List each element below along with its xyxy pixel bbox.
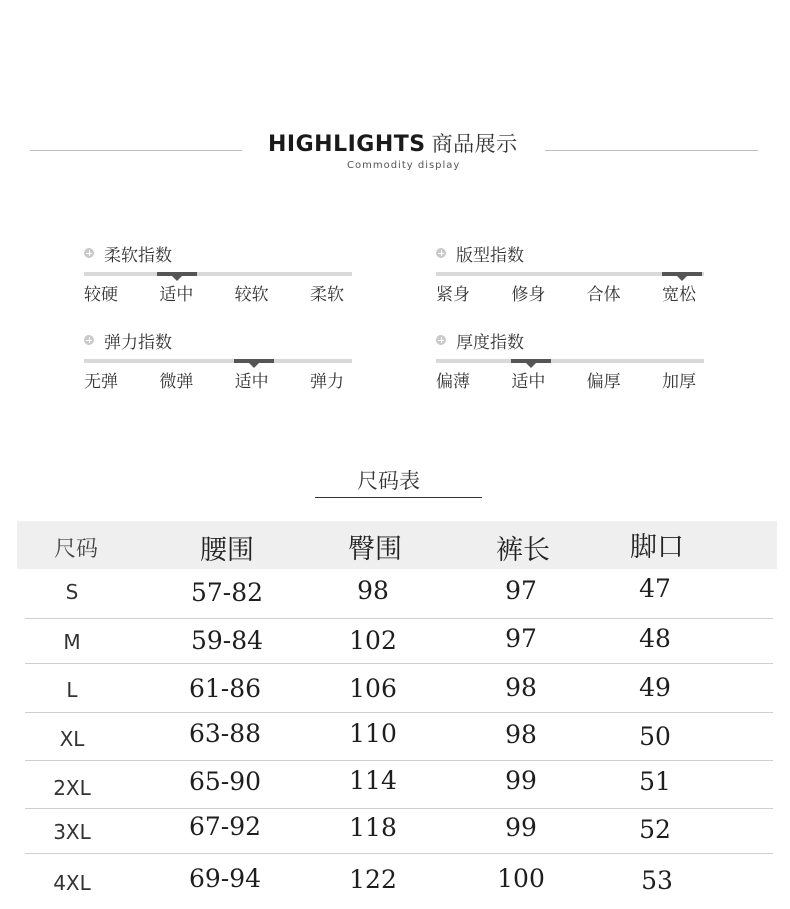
attr-option: 适中 <box>511 372 546 392</box>
table-cell-size: XL <box>59 727 85 751</box>
selected-marker <box>662 272 702 276</box>
table-cell-length: 98 <box>505 720 537 749</box>
attr-option: 柔软 <box>309 285 344 305</box>
attr-option: 修身 <box>511 285 546 305</box>
attr-scale-bar <box>84 359 352 363</box>
attr-option: 偏薄 <box>436 372 470 392</box>
table-cell-length: 99 <box>505 813 537 842</box>
attr-option: 无弹 <box>84 372 118 392</box>
table-header-hip: 臀围 <box>348 534 402 565</box>
table-cell-waist: 63-88 <box>188 719 262 748</box>
page-title <box>268 128 518 158</box>
table-cell-size: M <box>63 630 81 654</box>
table-row-divider <box>25 618 773 619</box>
size-table-title: 尺码表 <box>357 469 420 493</box>
plus-circle-icon <box>436 335 446 345</box>
table-row-divider <box>25 760 773 761</box>
plus-circle-icon <box>84 335 94 345</box>
header-left-line <box>30 150 242 151</box>
attr-scale-bar <box>436 359 704 363</box>
table-cell-length: 97 <box>505 576 537 605</box>
size-table-title-underline <box>315 497 482 498</box>
attr-option: 合体 <box>586 285 621 305</box>
table-cell-length: 97 <box>505 624 537 653</box>
attr-softness <box>84 242 352 305</box>
table-cell-hip: 102 <box>349 626 397 655</box>
table-cell-length: 100 <box>497 864 545 893</box>
table-cell-hem: 52 <box>639 815 671 844</box>
attr-option: 较硬 <box>84 285 118 305</box>
plus-circle-icon <box>436 248 446 258</box>
attr-option: 宽松 <box>661 285 696 305</box>
table-cell-size: 4XL <box>53 871 91 895</box>
attr-elasticity <box>84 329 352 392</box>
table-cell-waist: 57-82 <box>190 578 264 607</box>
title-en: HIGHLIGHTS <box>268 132 426 157</box>
table-cell-hip: 110 <box>349 719 397 748</box>
attr-option: 适中 <box>159 285 194 305</box>
table-cell-hem: 49 <box>639 673 671 702</box>
header-right-line <box>545 150 758 151</box>
attr-fit <box>436 242 704 305</box>
table-header-waist: 腰围 <box>200 535 254 566</box>
attr-title: 柔软指数 <box>104 245 172 266</box>
attr-thickness <box>436 329 704 392</box>
attr-title: 弹力指数 <box>104 332 172 353</box>
attr-option: 微弹 <box>159 372 194 392</box>
table-cell-length: 99 <box>505 766 537 795</box>
table-cell-hem: 50 <box>639 722 671 751</box>
table-header-size: 尺码 <box>53 537 99 562</box>
page-subtitle: Commodity display <box>347 160 461 171</box>
table-cell-waist: 59-84 <box>190 626 264 655</box>
table-cell-waist: 69-94 <box>188 864 262 893</box>
table-cell-hip: 122 <box>349 865 397 894</box>
attr-option: 适中 <box>234 372 269 392</box>
attr-option: 加厚 <box>661 372 696 392</box>
table-cell-hip: 114 <box>349 766 397 795</box>
table-cell-hip: 106 <box>349 674 397 703</box>
table-cell-waist: 65-90 <box>188 767 262 796</box>
table-cell-size: S <box>65 580 79 604</box>
attr-option: 较软 <box>234 285 269 305</box>
attr-option: 偏厚 <box>586 372 621 392</box>
table-cell-hem: 53 <box>641 866 673 895</box>
table-cell-hip: 98 <box>357 576 389 605</box>
table-row-divider <box>25 853 773 854</box>
attr-scale-bar <box>84 272 352 276</box>
table-row-divider <box>25 712 773 713</box>
plus-circle-icon <box>84 248 94 258</box>
table-row-divider <box>25 663 773 664</box>
attr-scale-bar <box>436 272 704 276</box>
table-cell-size: L <box>66 678 78 702</box>
table-cell-hem: 51 <box>639 767 671 796</box>
table-row-divider <box>25 808 773 809</box>
attr-option: 紧身 <box>436 285 470 305</box>
attr-title: 版型指数 <box>456 245 524 266</box>
selected-marker <box>157 272 197 276</box>
table-cell-size: 2XL <box>53 776 91 800</box>
title-cn: 商品展示 <box>431 132 518 156</box>
table-cell-waist: 67-92 <box>188 812 262 841</box>
attr-option: 弹力 <box>309 372 344 392</box>
table-cell-size: 3XL <box>53 820 91 844</box>
selected-marker <box>511 359 551 363</box>
table-header-hem: 脚口 <box>630 532 684 563</box>
table-cell-hem: 48 <box>639 624 671 653</box>
table-cell-hip: 118 <box>349 813 397 842</box>
table-cell-waist: 61-86 <box>188 674 262 703</box>
selected-marker <box>234 359 274 363</box>
table-cell-hem: 47 <box>639 574 671 603</box>
attr-title: 厚度指数 <box>456 332 524 353</box>
table-cell-length: 98 <box>505 673 537 702</box>
table-header-length: 裤长 <box>496 535 550 566</box>
